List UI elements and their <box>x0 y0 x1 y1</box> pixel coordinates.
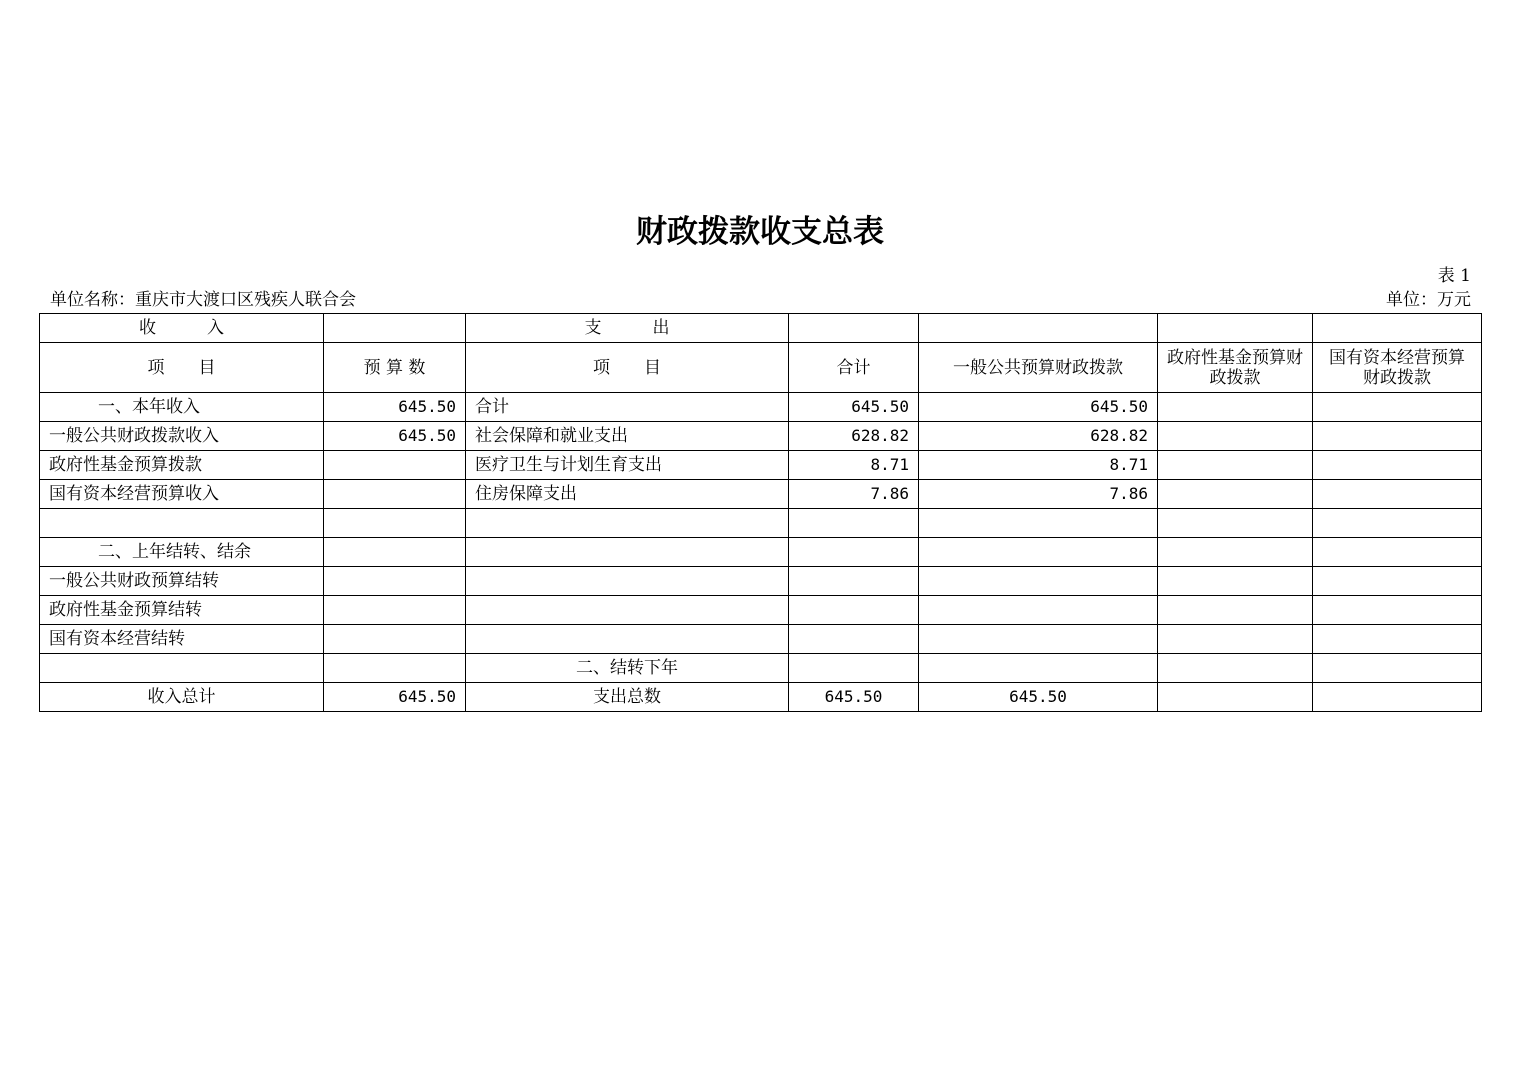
income-amount: 645.50 <box>324 393 466 422</box>
table-row <box>40 480 1482 509</box>
header-blank-cell <box>1158 314 1313 343</box>
expense-total: 645.50 <box>789 393 919 422</box>
expense-total <box>789 596 919 625</box>
expense-item: 医疗卫生与计划生育支出 <box>466 451 789 480</box>
header-blank-cell <box>919 314 1158 343</box>
table-row <box>40 451 1482 480</box>
expense-state-capital <box>1313 596 1482 625</box>
header-row-1 <box>40 314 1482 343</box>
table-row <box>40 538 1482 567</box>
income-item-header: 项 目 <box>40 343 324 393</box>
expense-gov-fund <box>1158 654 1313 683</box>
expense-gov-fund <box>1158 538 1313 567</box>
budget-amount-header: 预 算 数 <box>324 343 466 393</box>
expense-item: 住房保障支出 <box>466 480 789 509</box>
expense-item <box>466 509 789 538</box>
expense-item <box>466 567 789 596</box>
income-amount <box>324 567 466 596</box>
expense-general: 628.82 <box>919 422 1158 451</box>
expense-state-capital <box>1313 625 1482 654</box>
expense-item <box>466 538 789 567</box>
expense-gov-fund <box>1158 567 1313 596</box>
totals-row <box>40 683 1482 712</box>
expense-general-total: 645.50 <box>919 683 1158 712</box>
expense-state-capital <box>1313 538 1482 567</box>
general-public-header: 一般公共预算财政拨款 <box>919 343 1158 393</box>
expense-general <box>919 625 1158 654</box>
expense-gov-fund <box>1158 393 1313 422</box>
table-row <box>40 567 1482 596</box>
expense-general <box>919 596 1158 625</box>
expense-item: 二、结转下年 <box>466 654 789 683</box>
income-header: 收 入 <box>40 314 324 343</box>
income-item: 政府性基金预算拨款 <box>40 451 324 480</box>
expense-total <box>789 625 919 654</box>
expense-general <box>919 567 1158 596</box>
income-amount <box>324 509 466 538</box>
expense-total <box>789 654 919 683</box>
expense-state-capital <box>1313 393 1482 422</box>
document-title: 财政拨款收支总表 <box>636 214 884 250</box>
income-item: 国有资本经营预算收入 <box>40 480 324 509</box>
income-amount <box>324 538 466 567</box>
income-amount <box>324 654 466 683</box>
state-capital-header: 国有资本经营预算财政拨款 <box>1313 343 1482 393</box>
expense-item: 社会保障和就业支出 <box>466 422 789 451</box>
currency-unit: 单位：万元 <box>1386 290 1471 310</box>
expense-grand-total: 645.50 <box>789 683 919 712</box>
total-header: 合计 <box>789 343 919 393</box>
income-total-label: 收入总计 <box>40 683 324 712</box>
table-row <box>40 654 1482 683</box>
expense-state-capital <box>1313 451 1482 480</box>
table-row <box>40 393 1482 422</box>
income-amount <box>324 451 466 480</box>
expense-gov-fund <box>1158 509 1313 538</box>
expense-item-header: 项 目 <box>466 343 789 393</box>
header-blank-cell <box>789 314 919 343</box>
income-item: 二、上年结转、结余 <box>40 538 324 567</box>
expense-state-capital <box>1313 654 1482 683</box>
expense-gov-fund <box>1158 625 1313 654</box>
expense-gov-fund <box>1158 480 1313 509</box>
expense-general <box>919 509 1158 538</box>
income-item: 一般公共财政预算结转 <box>40 567 324 596</box>
expense-gov-fund <box>1158 596 1313 625</box>
expense-gov-fund <box>1158 451 1313 480</box>
income-item: 一般公共财政拨款收入 <box>40 422 324 451</box>
expense-state-capital <box>1313 422 1482 451</box>
income-item <box>40 654 324 683</box>
income-amount <box>324 625 466 654</box>
income-item: 国有资本经营结转 <box>40 625 324 654</box>
header-row-2 <box>40 343 1482 393</box>
expense-header: 支 出 <box>466 314 789 343</box>
expense-state-capital-total <box>1313 683 1482 712</box>
expense-state-capital <box>1313 509 1482 538</box>
expense-total <box>789 567 919 596</box>
expense-general: 8.71 <box>919 451 1158 480</box>
expense-general: 645.50 <box>919 393 1158 422</box>
expense-state-capital <box>1313 480 1482 509</box>
gov-fund-header: 政府性基金预算财政拨款 <box>1158 343 1313 393</box>
income-item: 政府性基金预算结转 <box>40 596 324 625</box>
income-item <box>40 509 324 538</box>
expense-gov-fund <box>1158 422 1313 451</box>
table-row <box>40 596 1482 625</box>
income-amount <box>324 596 466 625</box>
expense-item <box>466 625 789 654</box>
income-amount: 645.50 <box>324 422 466 451</box>
table-number: 表 1 <box>1437 266 1471 286</box>
expense-total: 628.82 <box>789 422 919 451</box>
table-row <box>40 625 1482 654</box>
table-row <box>40 509 1482 538</box>
table-row <box>40 422 1482 451</box>
expense-state-capital <box>1313 567 1482 596</box>
header-blank-cell <box>324 314 466 343</box>
expense-general: 7.86 <box>919 480 1158 509</box>
header-blank-cell <box>1313 314 1482 343</box>
expense-total <box>789 509 919 538</box>
income-item: 一、本年收入 <box>40 393 324 422</box>
expense-total <box>789 538 919 567</box>
expense-item <box>466 596 789 625</box>
income-total-amount: 645.50 <box>324 683 466 712</box>
unit-name: 单位名称：重庆市大渡口区残疾人联合会 <box>50 290 356 310</box>
expense-general <box>919 538 1158 567</box>
expense-gov-fund-total <box>1158 683 1313 712</box>
budget-table <box>39 313 1482 712</box>
expense-general <box>919 654 1158 683</box>
expense-total: 7.86 <box>789 480 919 509</box>
expense-total-label: 支出总数 <box>466 683 789 712</box>
expense-total: 8.71 <box>789 451 919 480</box>
expense-item: 合计 <box>466 393 789 422</box>
income-amount <box>324 480 466 509</box>
